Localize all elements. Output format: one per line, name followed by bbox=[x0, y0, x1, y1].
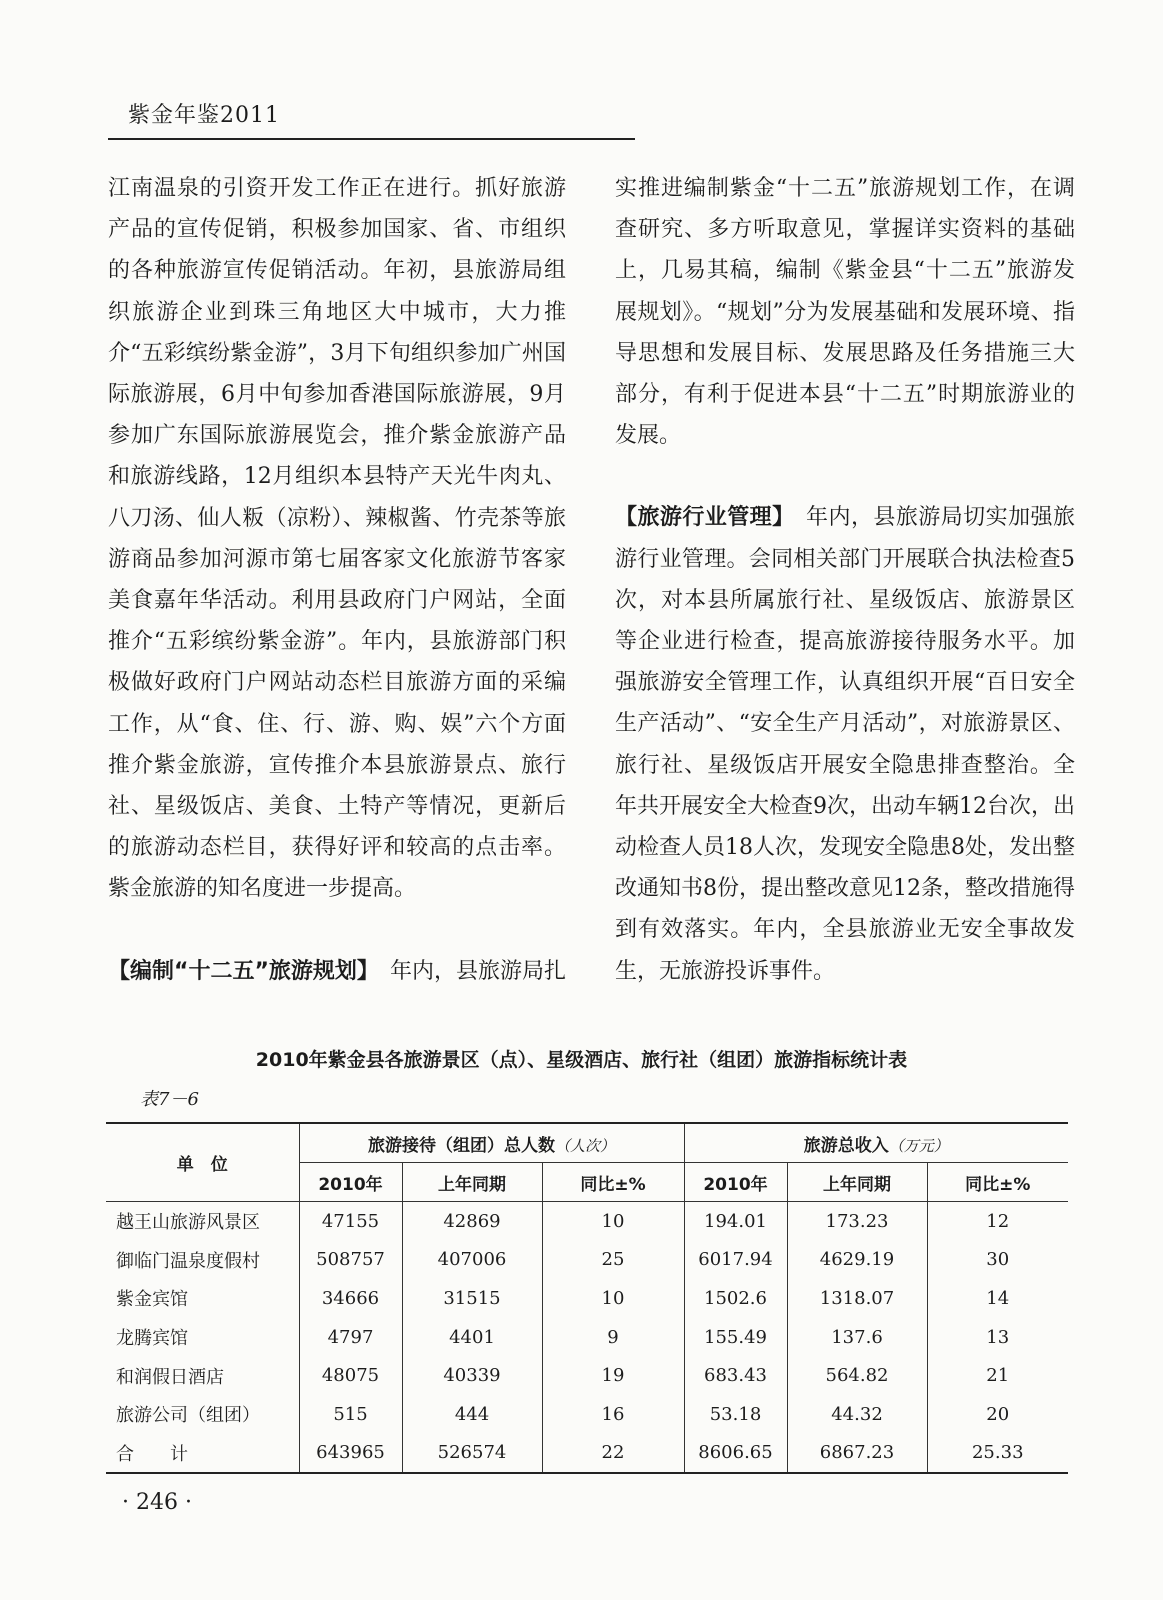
group-revenue-unit: （万元） bbox=[888, 1136, 949, 1155]
table-number: 表7－6 bbox=[140, 1089, 199, 1110]
cell: 407006 bbox=[402, 1241, 542, 1280]
cell: 173.23 bbox=[787, 1202, 927, 1241]
cell: 47155 bbox=[299, 1202, 402, 1241]
subheader-revenue-yoy: 同比±% bbox=[927, 1163, 1068, 1202]
cell: 4629.19 bbox=[787, 1241, 927, 1280]
table-row bbox=[106, 1241, 1068, 1280]
cell: 4797 bbox=[299, 1318, 402, 1357]
cell: 48075 bbox=[299, 1356, 402, 1395]
section-text-planning: 年内，县旅游局扎 bbox=[389, 958, 566, 984]
cell: 1502.6 bbox=[684, 1279, 787, 1318]
cell: 30 bbox=[927, 1241, 1068, 1280]
running-header: 紫金年鉴2011 bbox=[128, 103, 280, 128]
cell-unit: 紫金宾馆 bbox=[106, 1279, 299, 1318]
cell: 6867.23 bbox=[787, 1434, 927, 1474]
cell: 40339 bbox=[402, 1356, 542, 1395]
group-visitors-label: 旅游接待（组团）总人数 bbox=[367, 1135, 555, 1156]
cell: 8606.65 bbox=[684, 1434, 787, 1474]
left-paragraph-2 bbox=[108, 951, 566, 992]
left-column bbox=[108, 168, 566, 992]
subheader-visitors-2010: 2010年 bbox=[299, 1163, 402, 1202]
cell: 194.01 bbox=[684, 1202, 787, 1241]
cell: 564.82 bbox=[787, 1356, 927, 1395]
table-row bbox=[106, 1318, 1068, 1357]
cell-unit: 和润假日酒店 bbox=[106, 1356, 299, 1395]
group-visitors-unit: （人次） bbox=[554, 1136, 615, 1155]
cell: 508757 bbox=[299, 1241, 402, 1280]
tourism-stats-table bbox=[106, 1122, 1068, 1474]
cell: 515 bbox=[299, 1395, 402, 1434]
cell: 34666 bbox=[299, 1279, 402, 1318]
cell: 4401 bbox=[402, 1318, 542, 1357]
subheader-visitors-prev: 上年同期 bbox=[402, 1163, 542, 1202]
cell: 444 bbox=[402, 1395, 542, 1434]
cell: 16 bbox=[542, 1395, 684, 1434]
subheader-revenue-prev: 上年同期 bbox=[787, 1163, 927, 1202]
cell: 1318.07 bbox=[787, 1279, 927, 1318]
table-title: 2010年紫金县各旅游景区（点）、星级酒店、旅行社（组团）旅游指标统计表 bbox=[255, 1049, 908, 1071]
cell: 643965 bbox=[299, 1434, 402, 1474]
header-group-revenue bbox=[684, 1123, 1068, 1163]
left-paragraph-1: 江南温泉的引资开发工作正在进行。抓好旅游产品的宣传促销，积极参加国家、省、市组织的各种旅游宣传促销活动。年初，县旅游局组织旅游企业到珠三角地区大中城市，大力推介“五彩缤纷紫金游”，3月下旬组织参加广州国际旅游展，6月中旬参加香港国际旅游展，9月参加广东国际旅游展览会，推介紫金旅游产品和旅游线路，12月组织本县特产天光牛肉丸、八刀汤、仙人粄（凉粉）、辣椒酱、竹壳茶等旅游商品参加河源市第七届客家文化旅游节客家美食嘉年华活动。利用县政府门户网站，全面推介“五彩缤纷紫金游”。年内，县旅游部门积极做好政府门户网站动态栏目旅游方面的采编工作，从“食、住、行、游、购、娱”六个方面推介紫金旅游，宣传推介本县旅游景点、旅行社、星级饭店、美食、土特产等情况，更新后的旅游动态栏目，获得好评和较高的点击率。紫金旅游的知名度进一步提高。 bbox=[108, 176, 566, 902]
section-heading-planning: 【编制“十二五”旅游规划】 bbox=[108, 958, 368, 984]
cell: 25 bbox=[542, 1241, 684, 1280]
cell: 22 bbox=[542, 1434, 684, 1474]
cell-unit: 越王山旅游风景区 bbox=[106, 1202, 299, 1241]
cell: 12 bbox=[927, 1202, 1068, 1241]
cell: 20 bbox=[927, 1395, 1068, 1434]
cell: 6017.94 bbox=[684, 1241, 787, 1280]
page-number: · 246 · bbox=[122, 1490, 192, 1515]
group-revenue-label: 旅游总收入 bbox=[803, 1135, 889, 1156]
paragraph-gap bbox=[615, 456, 1075, 497]
cell-unit: 合 计 bbox=[106, 1434, 299, 1474]
section-text-management: 年内，县旅游局切实加强旅游行业管理。会同相关部门开展联合执法检查5次，对本县所属旅行社、星级饭店、旅游景区等企业进行检查，提高旅游接待服务水平。加强旅游安全管理工作，认真组织开展“百日安全生产活动”、“安全生产月活动”，对旅游景区、旅行社、星级饭店开展安全隐患排查整治。全年共开展安全大检查9次，出动车辆12台次，出动检查人员18人次，发现安全隐患8处，发出整改通知书8份，提出整改意见12条，整改措施得到有效落实。年内，全县旅游业无安全事故发生，无旅游投诉事件。 bbox=[615, 505, 1075, 984]
cell: 19 bbox=[542, 1356, 684, 1395]
cell-unit: 御临门温泉度假村 bbox=[106, 1241, 299, 1280]
cell: 137.6 bbox=[787, 1318, 927, 1357]
table-row-total bbox=[106, 1434, 1068, 1474]
cell: 25.33 bbox=[927, 1434, 1068, 1474]
right-paragraph-2 bbox=[615, 497, 1075, 991]
cell-unit: 龙腾宾馆 bbox=[106, 1318, 299, 1357]
cell: 21 bbox=[927, 1356, 1068, 1395]
cell: 155.49 bbox=[684, 1318, 787, 1357]
cell: 526574 bbox=[402, 1434, 542, 1474]
cell: 10 bbox=[542, 1279, 684, 1318]
cell: 31515 bbox=[402, 1279, 542, 1318]
cell: 10 bbox=[542, 1202, 684, 1241]
table-row bbox=[106, 1279, 1068, 1318]
cell: 53.18 bbox=[684, 1395, 787, 1434]
paragraph-gap bbox=[108, 910, 566, 951]
cell: 14 bbox=[927, 1279, 1068, 1318]
cell: 683.43 bbox=[684, 1356, 787, 1395]
cell: 42869 bbox=[402, 1202, 542, 1241]
subheader-visitors-yoy: 同比±% bbox=[542, 1163, 684, 1202]
table-row bbox=[106, 1356, 1068, 1395]
subheader-revenue-2010: 2010年 bbox=[684, 1163, 787, 1202]
header-group-visitors bbox=[299, 1123, 684, 1163]
cell-unit: 旅游公司（组团） bbox=[106, 1395, 299, 1434]
table-row bbox=[106, 1202, 1068, 1241]
cell: 13 bbox=[927, 1318, 1068, 1357]
header-rule bbox=[108, 138, 635, 140]
cell: 44.32 bbox=[787, 1395, 927, 1434]
cell: 9 bbox=[542, 1318, 684, 1357]
right-paragraph-1: 实推进编制紫金“十二五”旅游规划工作，在调查研究、多方听取意见，掌握详实资料的基础上，几易其稿，编制《紫金县“十二五”旅游发展规划》。“规划”分为发展基础和发展环境、指导思想和发展目标、发展思路及任务措施三大部分，有利于促进本县“十二五”时期旅游业的发展。 bbox=[615, 176, 1075, 449]
right-column bbox=[615, 168, 1075, 992]
section-heading-management: 【旅游行业管理】 bbox=[615, 505, 784, 531]
header-unit: 单 位 bbox=[106, 1123, 299, 1202]
table-row bbox=[106, 1395, 1068, 1434]
